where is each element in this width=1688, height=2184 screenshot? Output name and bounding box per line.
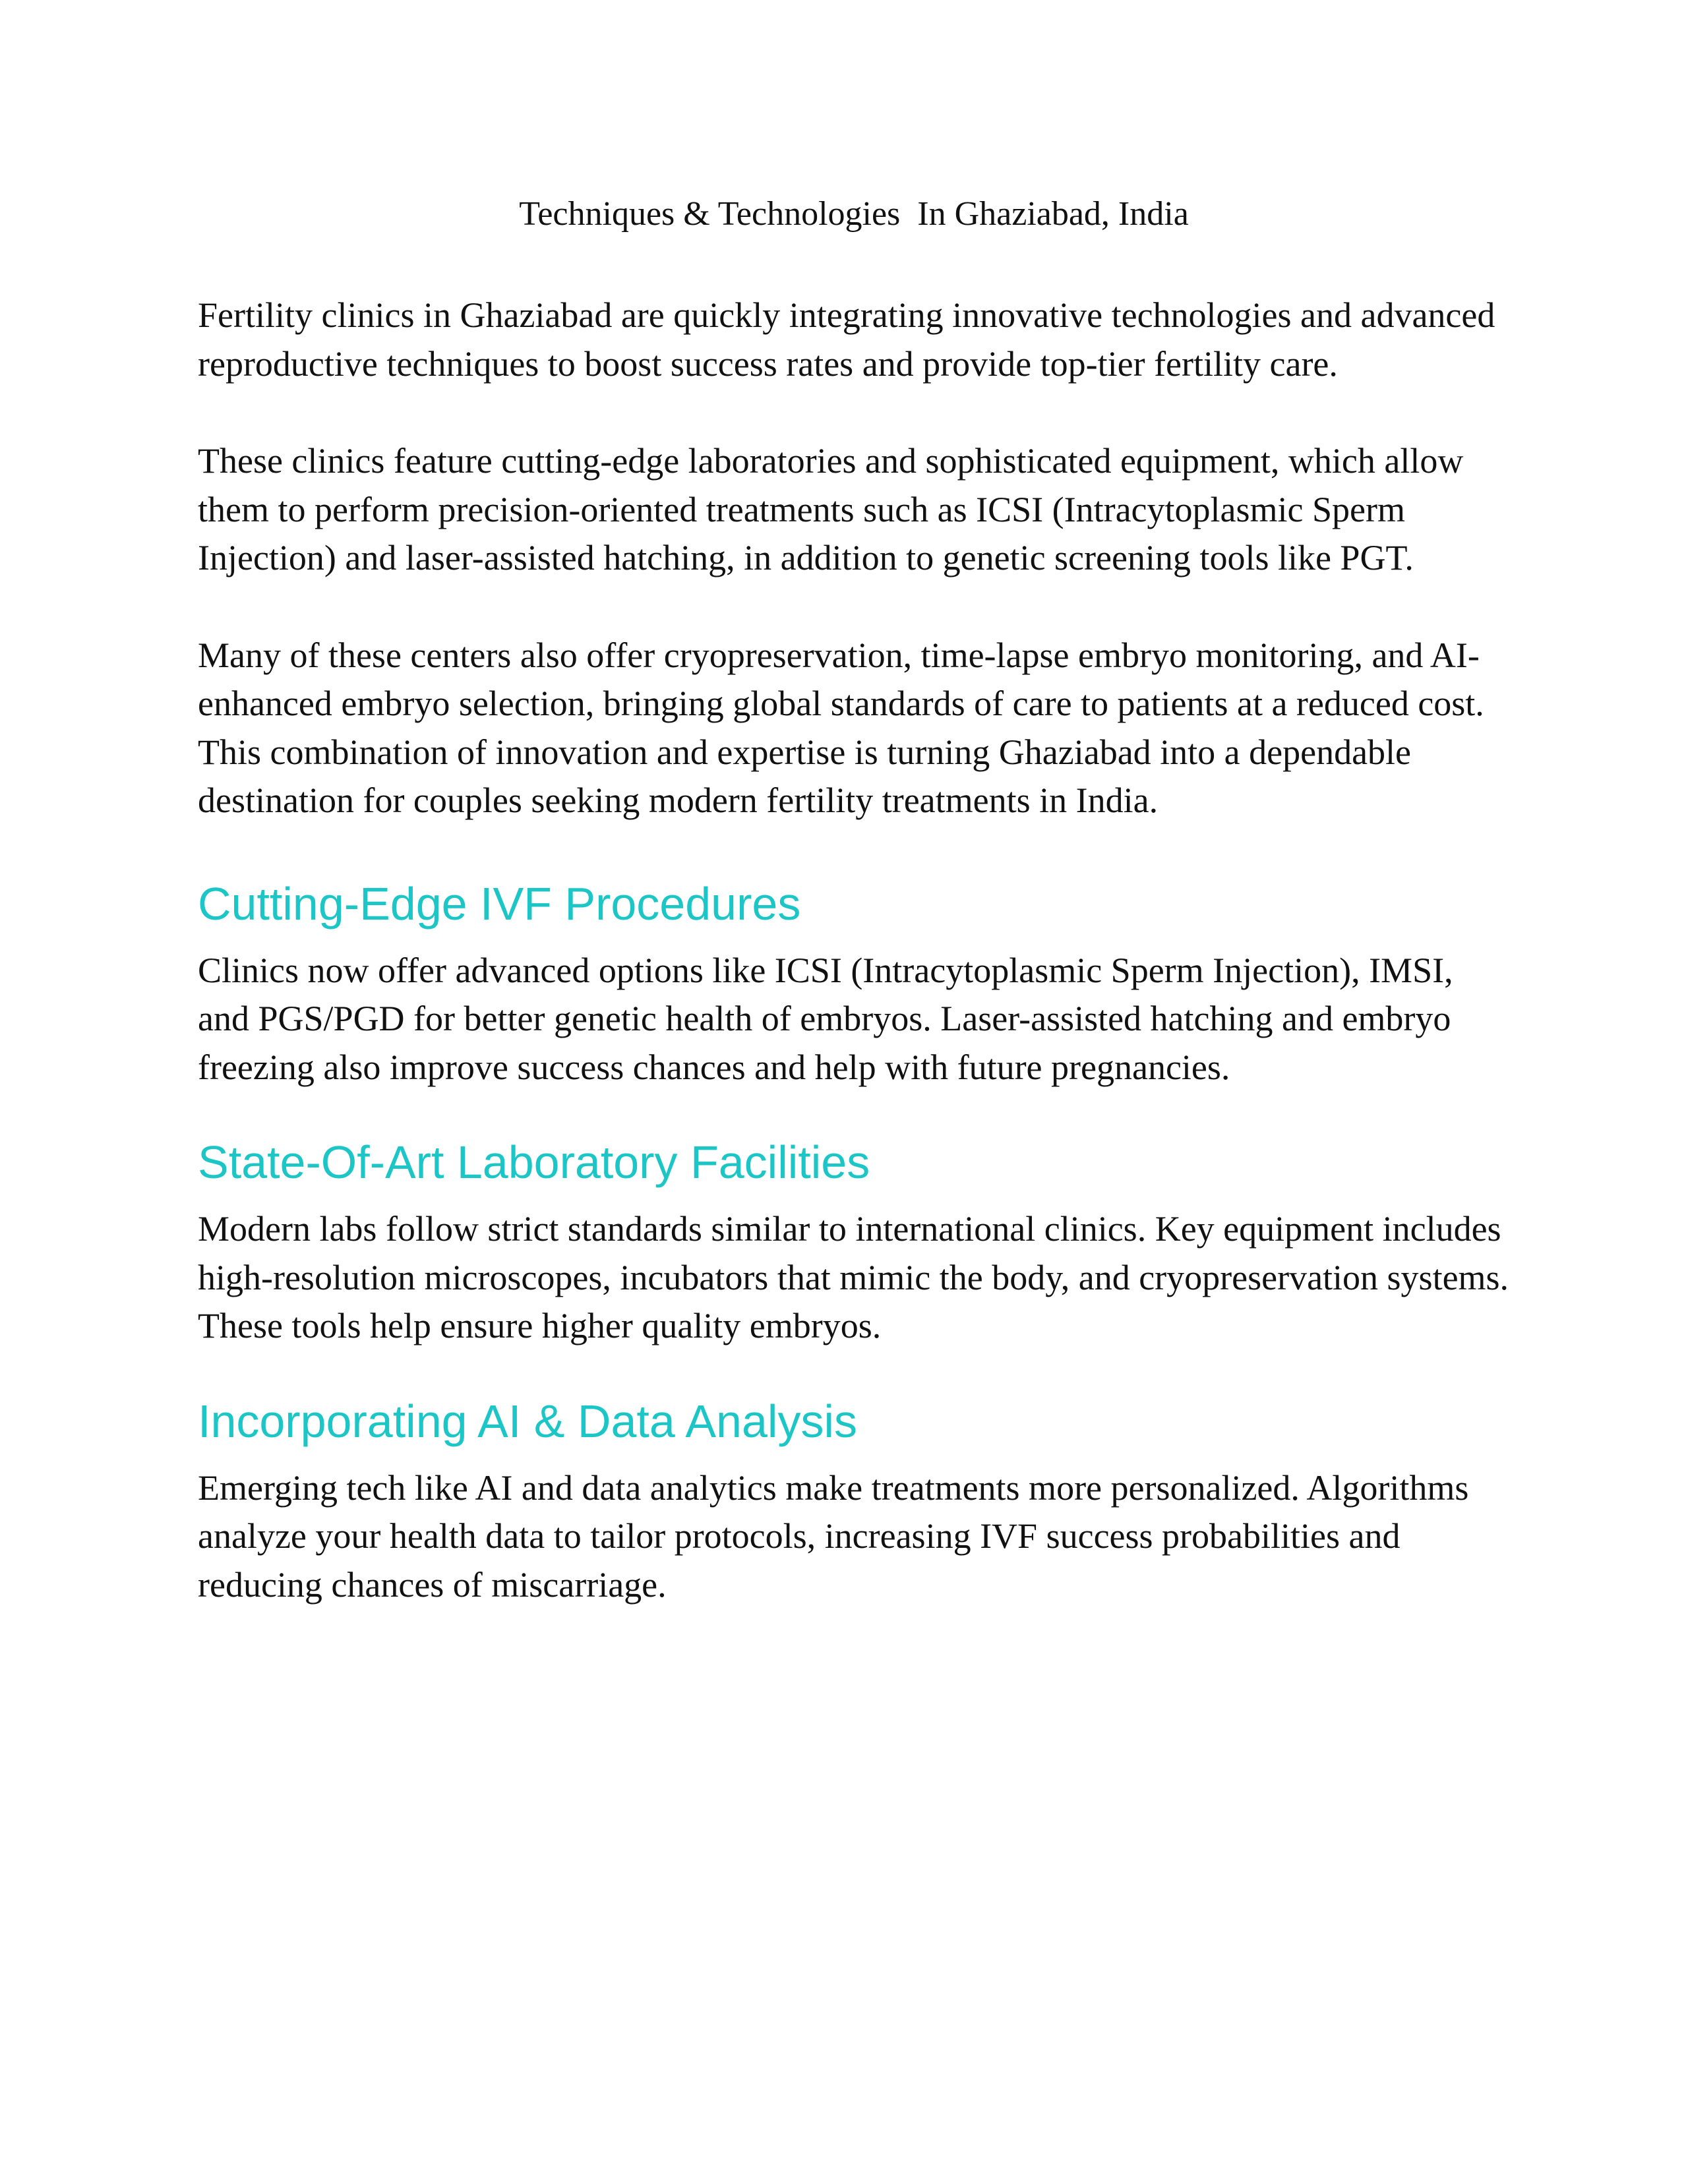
document-page [198,191,1510,1650]
section-heading: Cutting-Edge IVF Procedures [198,877,801,930]
section-ivf-procedures [198,874,1510,1092]
intro-paragraph-3: Many of these centers also offer cryopreservation, time-lapse embryo monitoring, and AI-enhanced embryo selection, bringing global standards of care to patients at a reduced cost. This combination of innovation and expertise is turning Ghaziabad into a dependable destination for couples seeking modern fertility treatments in India. [198,635,1484,820]
section-heading: State-Of-Art Laboratory Facilities [198,1136,870,1188]
section-body: Clinics now offer advanced options like ICSI (Intracytoplasmic Sperm Injection), IMSI, and PGS/PGD for better genetic health of embryos. Laser-assisted hatching and embryo freezing also improve success chances and help with future pregnancies. [198,950,1453,1087]
section-heading: Incorporating AI & Data Analysis [198,1395,857,1447]
section-body: Modern labs follow strict standards similar to international clinics. Key equipment includes high-resolution microscopes, incubators that mimic the body, and cryopreservation systems. These tools help ensure higher quality embryos. [198,1209,1509,1345]
intro-paragraph-1: Fertility clinics in Ghaziabad are quickly integrating innovative technologies and advanced reproductive techniques to boost success rates and provide top-tier fertility care. [198,295,1495,384]
section-ai-data-analysis [198,1392,1510,1610]
intro-paragraph-2: These clinics feature cutting-edge laboratories and sophisticated equipment, which allow them to perform precision-oriented treatments such as ICSI (Intracytoplasmic Sperm Injection) and laser-assisted hatching, in addition to genetic screening tools like PGT. [198,441,1464,577]
document-title: Techniques & Technologies In Ghaziabad, India [519,195,1189,233]
section-laboratory-facilities [198,1133,1510,1351]
section-body: Emerging tech like AI and data analytics make treatments more personalized. Algorithms analyze your health data to tailor protocols, increasing IVF success probabilities and reducing chances of miscarriage. [198,1467,1469,1605]
